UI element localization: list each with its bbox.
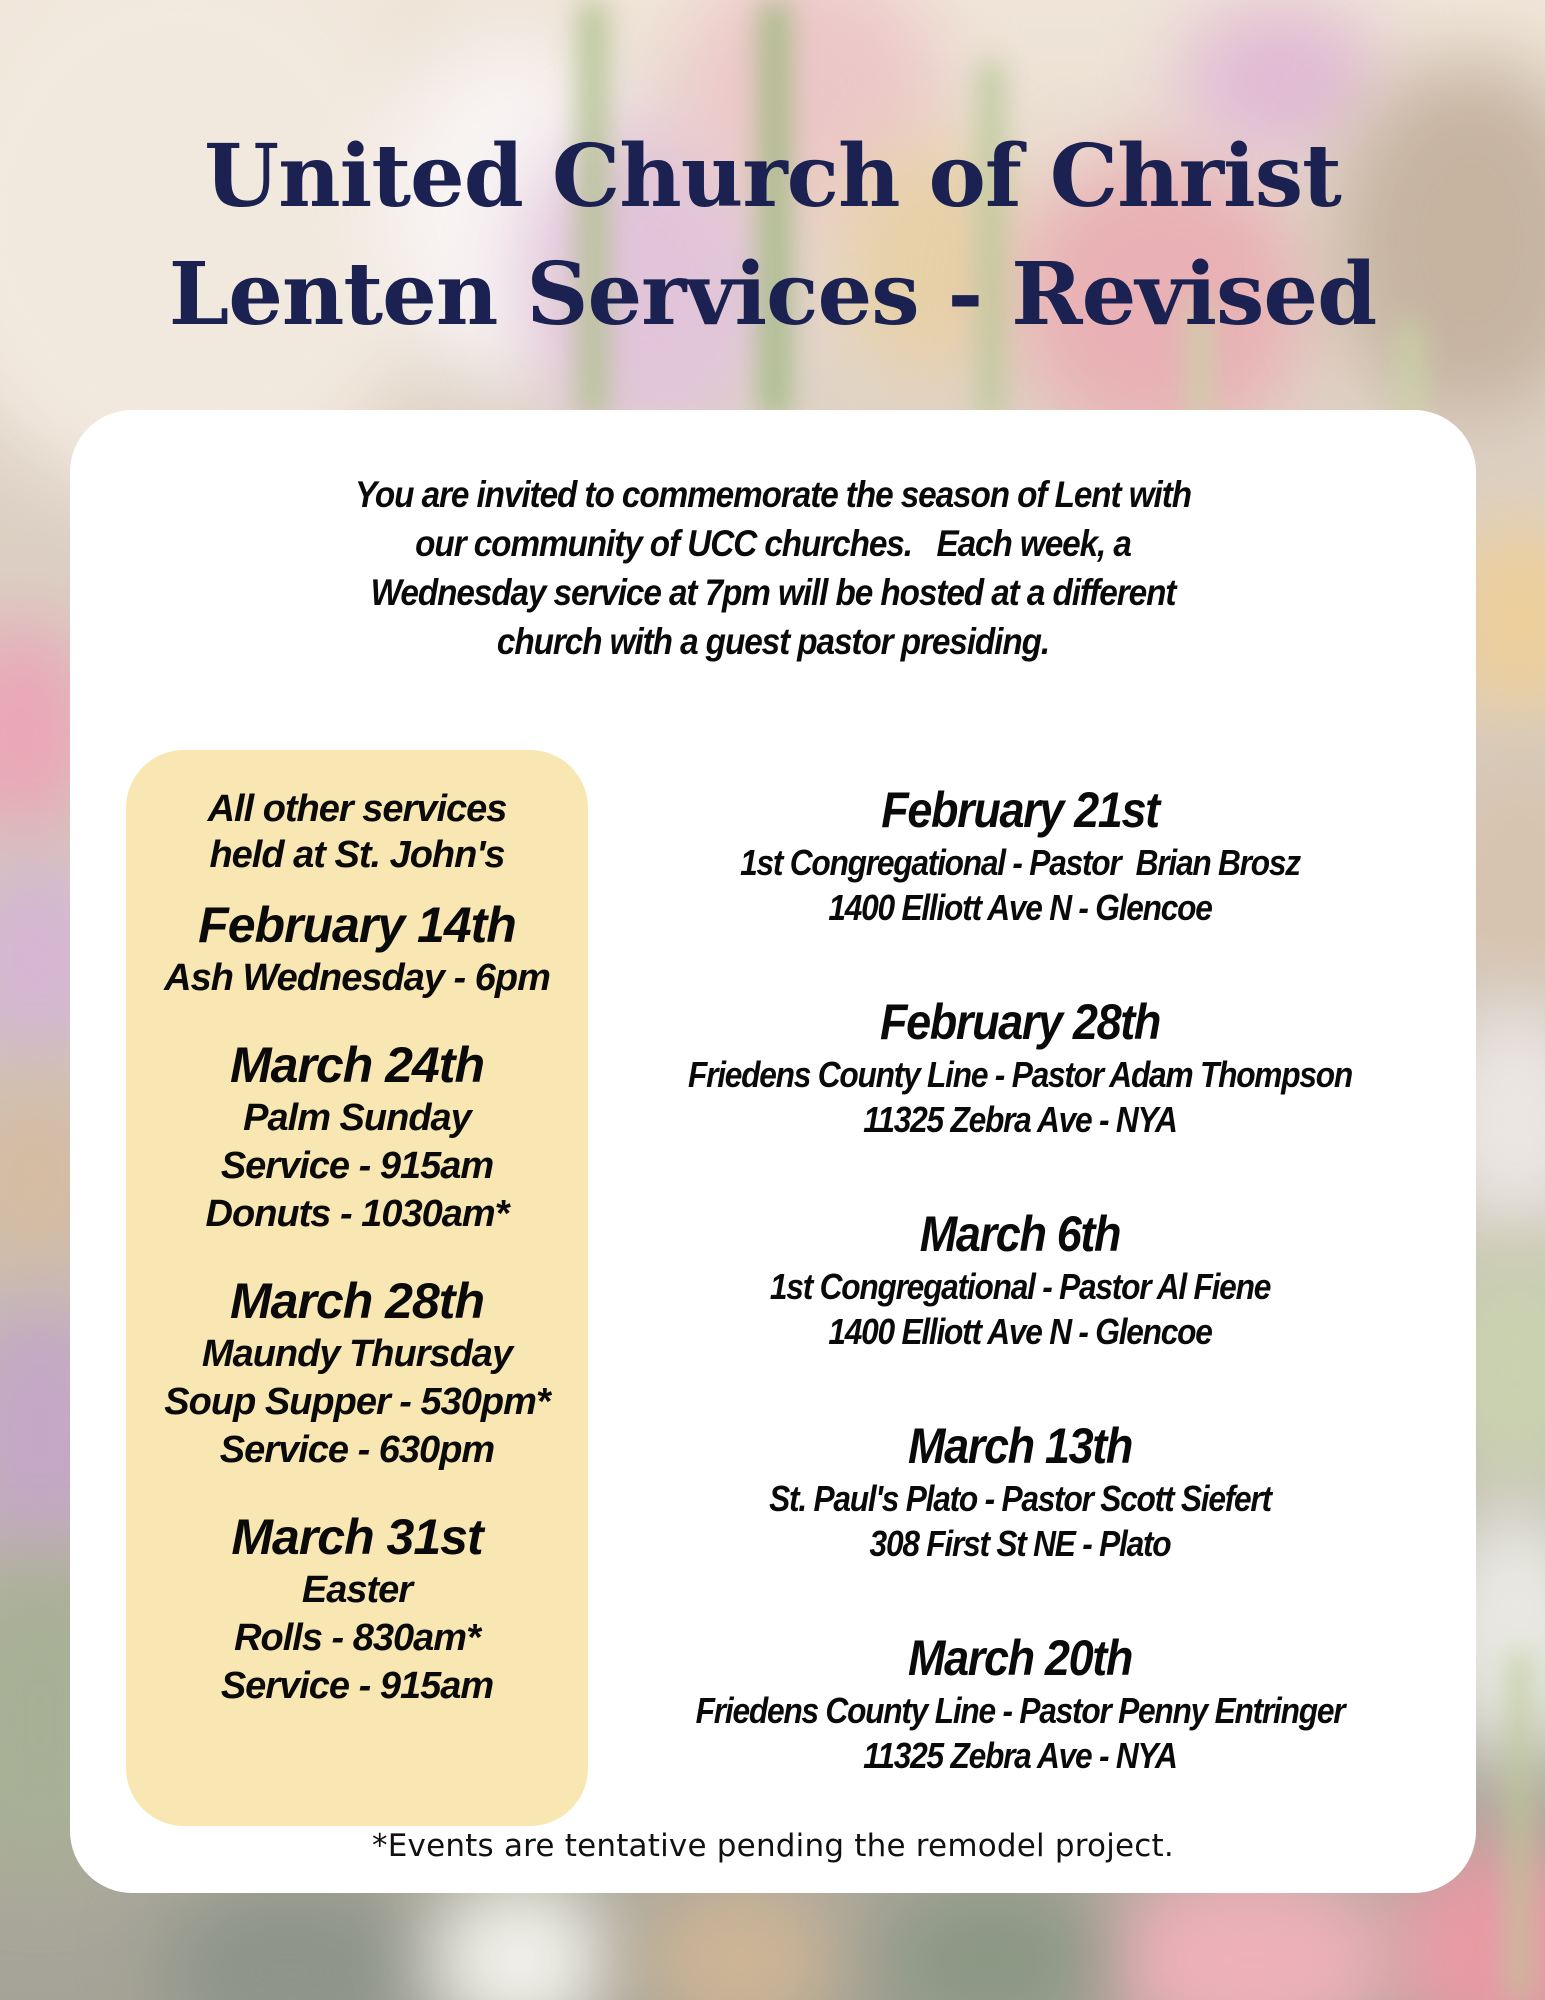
service-host: Friedens County Line - Pastor Adam Thompson [688, 1054, 1352, 1095]
schedule-item [610, 780, 1430, 992]
intro-line: You are invited to commemorate the season of Lent with [354, 474, 1191, 515]
service-date: February 21st [881, 782, 1159, 838]
panel-note-line: held at St. John's [209, 834, 505, 876]
service-host: 1st Congregational - Pastor Brian Brosz [740, 842, 1300, 883]
side-event [126, 896, 588, 1002]
content-card [70, 410, 1476, 1893]
schedule-item [610, 1628, 1430, 1840]
event-date: March 31st [231, 1509, 483, 1565]
schedule-item [610, 1204, 1430, 1416]
event-detail: Service - 630pm [219, 1429, 495, 1471]
service-date: February 28th [879, 994, 1161, 1050]
service-address: 1400 Elliott Ave N - Glencoe [828, 887, 1212, 928]
side-event [126, 1272, 588, 1474]
event-detail: Rolls - 830am* [234, 1617, 480, 1659]
service-date: March 20th [907, 1630, 1133, 1686]
intro-line: our community of UCC churches. Each week, a [415, 523, 1131, 564]
event-detail: Service - 915am [220, 1145, 494, 1187]
st-johns-services-panel [126, 750, 588, 1826]
service-date: March 6th [919, 1206, 1121, 1262]
panel-note [126, 786, 588, 878]
side-event [126, 1036, 588, 1238]
event-detail: Easter [301, 1569, 413, 1611]
event-detail: Service - 915am [220, 1665, 494, 1707]
intro-line: Wednesday service at 7pm will be hosted at a different [370, 572, 1176, 613]
service-address: 1400 Elliott Ave N - Glencoe [828, 1311, 1212, 1352]
intro-paragraph [70, 470, 1476, 666]
event-detail: Maundy Thursday [201, 1333, 513, 1375]
intro-line: church with a guest pastor presiding. [496, 621, 1050, 662]
schedule-item [610, 992, 1430, 1204]
event-detail: Ash Wednesday - 6pm [164, 957, 550, 999]
event-detail: Soup Supper - 530pm* [164, 1381, 550, 1423]
service-address: 11325 Zebra Ave - NYA [863, 1099, 1177, 1140]
service-address: 11325 Zebra Ave - NYA [863, 1735, 1177, 1776]
event-detail: Palm Sunday [243, 1097, 471, 1139]
title-line-1: United Church of Christ [204, 126, 1341, 227]
event-date: March 24th [230, 1037, 484, 1093]
footnote: *Events are tentative pending the remodel project. [372, 1828, 1174, 1864]
event-date: March 28th [230, 1273, 484, 1329]
wednesday-schedule [610, 780, 1430, 1840]
service-host: St. Paul's Plato - Pastor Scott Siefert [769, 1478, 1271, 1519]
service-date: March 13th [907, 1418, 1133, 1474]
schedule-item [610, 1416, 1430, 1628]
side-event [126, 1508, 588, 1710]
service-address: 308 First St NE - Plato [869, 1523, 1171, 1564]
event-detail: Donuts - 1030am* [205, 1193, 509, 1235]
service-host: Friedens County Line - Pastor Penny Entringer [695, 1690, 1345, 1731]
panel-note-line: All other services [207, 788, 507, 830]
event-date: February 14th [198, 897, 516, 953]
page-title [0, 118, 1545, 354]
service-host: 1st Congregational - Pastor Al Fiene [769, 1266, 1271, 1307]
title-line-2: Lenten Services - Revised [168, 244, 1377, 345]
